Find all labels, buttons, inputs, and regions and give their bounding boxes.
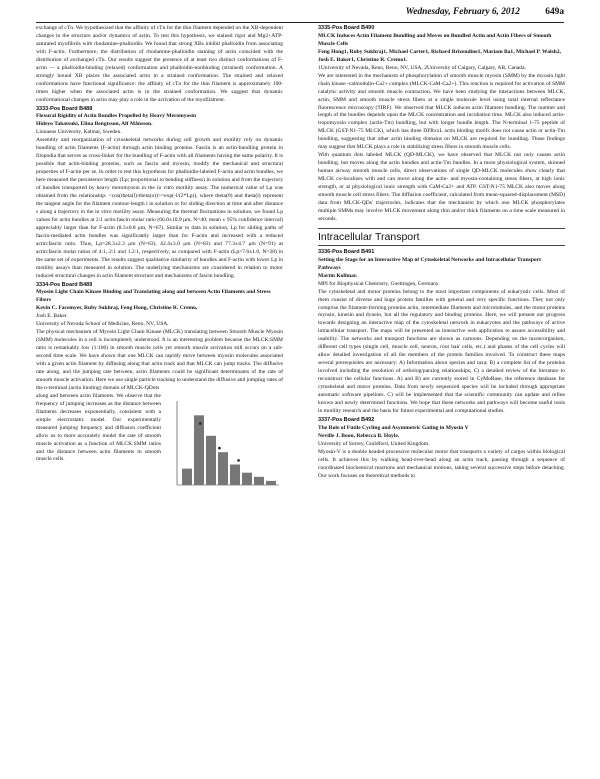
page-header <box>36 6 564 23</box>
board-label: 3333-Pos Board B488 <box>36 105 93 112</box>
abstract-3334 <box>36 282 283 465</box>
abstract-3335 <box>318 25 565 224</box>
abstract-affiliation: 1University of Nevada, Reno, Reno, NV, USA, 2University of Calgary, Calgary, AB, Canada. <box>318 64 526 71</box>
board-label: 3336-Pos Board B491 <box>318 248 375 255</box>
right-column <box>318 25 565 480</box>
board-label: 3334-Pos Board B489 <box>36 281 93 288</box>
histogram-bar <box>218 452 228 485</box>
data-point <box>237 459 240 462</box>
histogram-bar <box>182 468 192 484</box>
histogram-bar <box>254 477 264 485</box>
abstract-affiliation: University of Surrey, Guildford, United Kingdom. <box>318 440 430 447</box>
abstract-affiliation: Linnaeus University, Kalmar, Sweden. <box>36 129 122 136</box>
abstract-body: The cytoskeletal and motor proteins belong to the most important components of eukaryotic cells. Most of them consist of diverse and huge protein families with general and very specific functions. They not only comprise the filament-forming proteins actin, intermediate filaments and microtubules, and the motor proteins myosin, kinesin and dynein, but all the regulatory and binding proteins. Here, we will present our progress towards designing an interactive map of the cytoskeletal network in eukaryotes and the pathways of active intracellular transport. The maps will be presented as interactive web application to assure accessibility and usability. The networks and transport functions are shown as cartoons. Depending on the taxon/organism, different cell types (single cell, muscle cell, neuron, root hair cells, etc.) and phases of the cell cycles will allow detailed investigation of all the members of the protein families involved. To construct these maps several prerequisites are necessary: A) Information about species and taxa; B) a complete list of the proteins involved including the resolution of ortholog/paralog relationships; C) a detailed review of the literature to reconstruct the cellular functions. A) and B) are currently stored in CyMoBase, the reference database for cytoskeletal and motor proteins. Data from newly sequenced species will be included through appropriate automatic software pipelines. C) will be implemented that the scientific community can update and refine known and newly determined functions. We hope that these networks and pathways will become useful tools in motility research and the basis for future experimental and computational studies. <box>318 288 565 414</box>
board-label: 3337-Pos Board B492 <box>318 416 375 423</box>
histogram-bar <box>230 464 240 485</box>
page-number: 649a <box>545 7 564 17</box>
abstract-title: The Role of Futile Cycling and Asymmetric Gating in Myosin V <box>318 424 469 431</box>
abstract-body: Myosin-V is a double headed processive molecular motor that transports a variety of cargos within biological cells. It achieves this by walking head-over-head along an actin track, passing through a sequence of coordinated biochemical reactions and mechanical motions, taking several successive steps before detaching. Our work focuses on theoretical methods to <box>318 448 565 479</box>
abstract-3337 <box>318 417 565 481</box>
abstract-title: Setting the Stage for an Interactive Map of Cytoskeletal Networks and Intracellular Transport Pathways <box>318 256 541 271</box>
issue-date: Wednesday, February 6, 2012 <box>405 7 520 17</box>
abstract-3333 <box>36 106 283 281</box>
abstract-title: MLCK Induces Actin Filament Bundling and Moves on Bundled Actin and Actin Fibers of Smooth Muscle Cells <box>318 32 552 47</box>
section-heading: Intracellular Transport <box>318 228 565 246</box>
abstract-3336 <box>318 249 565 416</box>
abstract-body: We are interested in the mechanism of phosphorylation of smooth muscle myosin (SMM) by the myosin light chain kinase -calmodulin-Ca2+ complex (MLCK-CaM-Ca2+). This reaction is required for activation of SMM catalytic activity and smooth muscle contraction. We have been studying the interactions between MLCK, actin, SMM and smooth muscle stress fibers at a single molecule level using total internal reflectance fluorescence microscopy (TIRF). We observed that MLCK induces actin filament bundling. The number and length of the bundles depends upon the MLCK concentration and incubation time. MLCK also induced actin-tropomyosin complex (actin-Tm) bundling, but with longer bundle length. The N-terminal 1-75 peptide of MLCK (GST-N1-75 MLCK), which has three DFRxxL actin binding motifs does not cause actin or actin-Tm bundling, suggesting that other actin binding domains on MLCK are required for bundling. These findings may suggest that MLCK plays a role in stabilizing stress fibers in smooth muscle cells. <box>318 72 565 151</box>
abstract-authors-cont: Josh E. Baker. <box>36 313 68 320</box>
abstract-authors: Neville J. Boon, Rebecca B. Hoyle. <box>318 432 400 439</box>
abstract-authors: Feng Hong1, Ruby Sukhraj1, Michael Carter1, Richard Brizendine1, Mariam Ba1, Michael P. Walsh2, Josh E. Baker1, Christine R. Cremo1. <box>318 48 561 63</box>
histogram-bar <box>266 481 276 485</box>
continued-abstract: exchange of cTn. We hypothesized that the affinity of cTn for the thin filament depended on the XB-dependent changes in the structure and/or dynamics of actin. To test this hypothesis, we stained rigor and Mg2+ATP-saturated myofibrils with rhodamine-phalloidin. We found that strong XBs inhibit phalloidin from associating with F-actin. Furthermore, the distribution of rhodamine-phalloidin staining of actin coincided with the distribution of exchanged cTn. Our results suggest the presence of at least two distinct conformations of F-actin — a phalloidin-binding (relaxed) conformation and phalloidin-nonbinding (strained) conformation. A strongly bound XB places the associated actin in a strained conformation. The strained and relaxed conformations have functional significance: the affinity of cTn for the thin filament is approximately 100-times higher when the associated actin is in the strained conformation. We suggest that dynamic conformational changes in actin may play a role in the activation of the myofilament. <box>36 25 283 103</box>
abstract-title: Myosin Light Chain Kinase Binding and Translating along and between Actin Filaments and Stress Fibers <box>36 289 271 304</box>
abstract-authors: Martin Kollmar. <box>318 272 358 279</box>
abstract-body-continued: along and between actin filaments. We observe that the frequency of jumping increases as the distance between filaments decreases exponentially, consistent with a simple electrostatic model. Our experimentally measured jumping frequency and diffusion coefficient allow us to more accurately model the rate of smooth muscle activation as a function of MLCK:SMM ratios and the distance between actin filaments in smooth muscle cells. <box>36 392 161 463</box>
histogram-bar <box>194 415 204 485</box>
histogram-bar <box>206 436 216 485</box>
abstract-affiliation: MPI for Biophysical Chemistry, Goettingen, Germany. <box>318 280 440 287</box>
abstract-affiliation: University of Nevada School of Medicine, Reno, NV, USA. <box>36 321 169 328</box>
histogram-figure <box>165 395 283 495</box>
abstract-body: The physical mechanism of Myosin Light Chain Kinase (MLCK) translating between Smooth Muscle Myosin (SMM) molecules in a cell is incompletely understood. It is an interesting problem because the MLCK:SMM ratio is remarkably low (1:100) in smooth muscle cells yet smooth muscle activation still occurs on a sub-second time scale. We have shown that one MLCK can rapidly move between myosin molecules associated with a given actin filament by diffusing along that actin track and that MLCK can jump tracks. The diffusive rate along, and the jumping rate between, actin filaments could be significant determinants of the rate of smooth muscle activation. Here we use single particle tracking to understand the diffusive and jumping rates of the n-terminal (actin binding) domain of MLCK-QDots <box>36 329 283 391</box>
abstract-title: Flexural Rigidity of Actin Bundles Propelled by Heavy Meromyosin <box>36 113 197 120</box>
abstract-authors: Hideyo Takatsuki, Elina Bengtsson, Alf Månsson. <box>36 121 153 128</box>
left-column <box>36 25 283 497</box>
abstract-body-paragraph-2: With quantum dots labeled MLCK (QD-MLCK), we have observed that MLCK not only causes actin bundling, but moves along the actin bundles and actin-Tm bundles. In a more physiological system, skinned human airway smooth muscle cells, direct observations of single QD-MLCK molecules show clearly that MLCK co-localizes with and can move along the actin- and myosin-containing stress fibers, at high ionic strength, or at physiological ionic strength with CaM-Ca2+ and ATP. GST-N1-75 MLCK also moves along smooth muscle cell stress fibers. The diffusion coefficient, calculated from mean-squared-displacement (MSD) data from MLCK-QDs' trajectories, indicates that the mechanism by which one MLCK phosphorylates multiple SMMs may involve MLCK movement along thin and/or thick filaments on a time scale measured in seconds. <box>318 152 565 222</box>
data-point <box>218 447 221 450</box>
data-point <box>199 422 202 425</box>
board-label: 3335-Pos Board B490 <box>318 25 375 31</box>
abstract-authors: Kevin C. Facemyer, Ruby Sukhraj, Feng Hong, Christine R. Cremo, <box>36 305 198 312</box>
abstract-body: Assembly and reorganization of cytoskeletal networks during cell growth and motility rely on dynamic bundling of actin filaments (F-actin) through actin binding proteins. Fascin is an actin-bundling protein in filopodia that serves as cross-linker for the bundling of F-actin with all filaments having the same polarity. It is possible that actin-binding proteins, such as fascin and myosin, modify the mechanical and structural properties of F-actin per se. In order to test this hypothesis for phalloidin-labeled F-actin and actin bundles, we here measured the persistence length (Lp; proportional to bending stiffness) in solution and from the trajectory of bundles transported by heavy meromyosin in the in vitro motility assay. The numerical value of Lp was obtained from the relationship: <cos(theta(l)-theta(o))>=exp(-l/(2*Lp)), where theta(0) and theta(l) represent the tangent angle for the filament contour-length l in solution or for sliding direction at time and after distance s along a trajectory in the in vitro motility assay. Measuring the thermal fluctuations in solution, we found Lp values for actin bundles at 2:1 actin:fascin molar ratio (66.0±10.9 μm, N=40; mean ± 95% confidence interval) appreciably larger than for F-actin (8.3±0.8 μm, N=67). Similar to data in solution, Lp for sliding paths of fascin-mediated actin bundles was significantly larger than for F-actin and increased with a reduced actin:fascin ratio. Thus, Lp=28.3±2.3 μm (N=63), 42.4±3.0 μm (N=83) and 77.3±4.7 μm (N=91) at actin:fascin molar ratios of 4:1, 2:1 and 1.2:1, respectively, as compared with F-actin (Lp=7.6±1.0, N=28) in the same set of experiments. The results suggest qualitative similarity of bundles and F-actin with lower Lp in motility assays than measured in solution. The underlying mechanisms are considered in relation to motor induced structural changes in actin filament structure and mechanisms of fascin bundling. <box>36 137 283 279</box>
histogram-bar <box>242 473 252 485</box>
